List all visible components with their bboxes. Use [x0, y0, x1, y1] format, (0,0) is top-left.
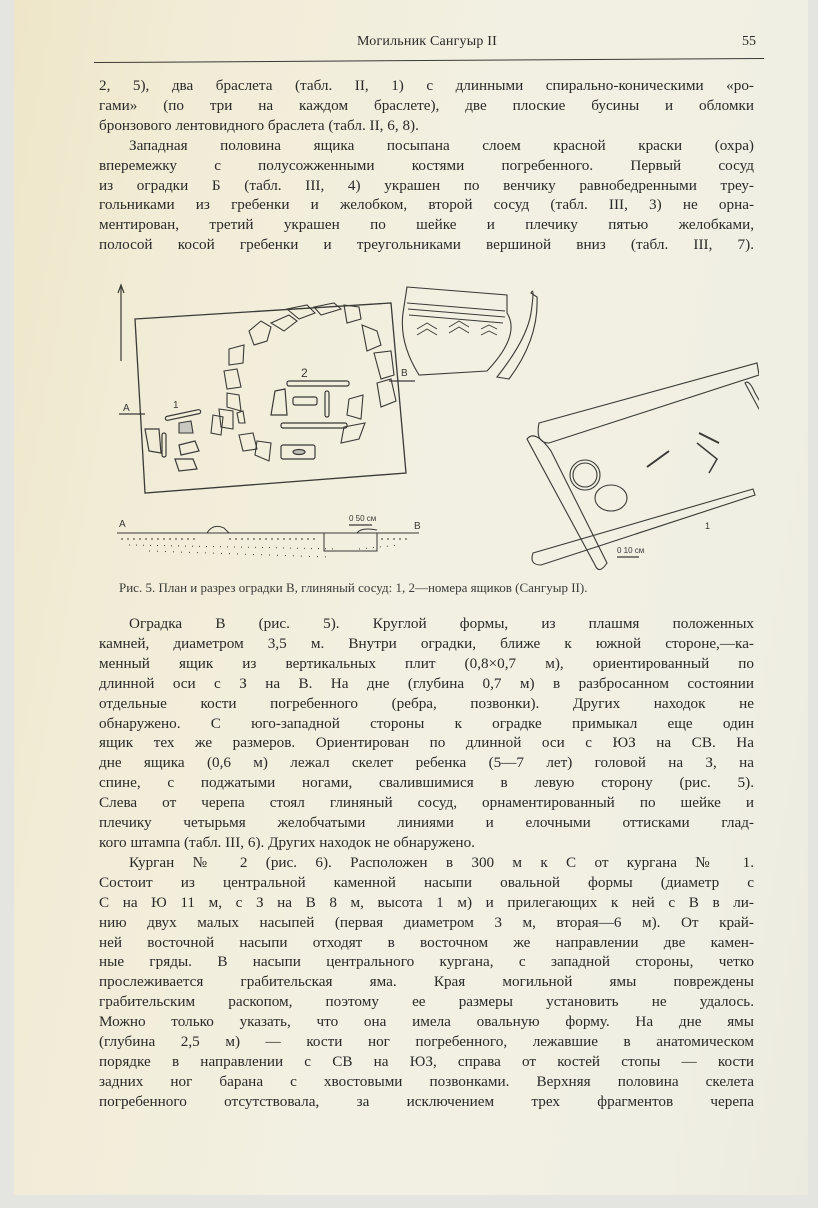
section-profile: [117, 526, 419, 557]
north-arrow-icon: [118, 285, 124, 361]
figure-caption: Рис. 5. План и разрез оградки В, глиняный сосуд: 1, 2—номера ящиков (Сангуыр II).: [119, 580, 588, 595]
text-line: Можно только указать, что она имела овальную форму. На дне ямы: [99, 1013, 754, 1031]
text-line: обнаружено. С юго-западной стороны к оградке примыкал еще один: [99, 714, 754, 732]
text-line: отдельные кости погребенного (ребра, позвонки). Других находок не: [99, 694, 754, 712]
text-line: ней восточной насыпи отходят в восточном же направлении две камен-: [99, 933, 754, 951]
text-line: вперемежку с полусожженными костями погребенного. Первый сосуд: [99, 156, 754, 174]
section-label-a-profile: А: [119, 519, 126, 530]
text-line: погребенного отсутствовала, за исключением трех фрагментов черепа: [99, 1092, 754, 1110]
text-line: полосой косой гребенки и треугольниками вершиной вниз (табл. III, 7).: [99, 236, 754, 254]
clay-vessel: [402, 287, 537, 379]
stone-box-2: [271, 381, 349, 459]
running-head: [94, 34, 760, 54]
section-label-a: А: [123, 403, 130, 414]
text-line: задних ног барана с хвостовыми позвонками. Верхняя половина скелета: [99, 1072, 754, 1090]
stone-box-1: [145, 409, 201, 471]
text-line: камней, диаметром 3,5 м. Внутри оградки, ближе к южной стороне,—ка-: [99, 634, 754, 652]
box-detail-label: 1: [705, 521, 711, 531]
text-line: ментирован, третий украшен по шейке и плечику пятью желобками,: [99, 216, 754, 234]
text-line: из оградки Б (табл. III, 4) украшен по венчику равнобедренными треу-: [99, 176, 754, 194]
text-line: порядке в направлении с СВ на ЮЗ, справа от костей стопы — кости: [99, 1052, 754, 1070]
text-line: Слева от черепа стоял глиняный сосуд, орнаментированный по шейке и: [99, 794, 754, 812]
header-rule: [94, 58, 764, 63]
text-line: гами» (по три на каждом браслете), две плоские бусины и обломки: [99, 96, 754, 114]
page-number: 55: [742, 34, 756, 49]
scale-box-label: 0 10 см: [617, 546, 645, 555]
running-title: Могильник Сангуыр II: [356, 34, 497, 49]
figure-5: [109, 283, 759, 573]
paragraph-kurgan-2: [99, 853, 754, 1112]
paragraph-western-half: [99, 136, 754, 255]
text-line: грабительским раскопом, поэтому ее размеры установить не удалось.: [99, 993, 754, 1011]
text-line: прослеживается грабительская яма. Края могильной ямы повреждены: [99, 973, 754, 991]
text-line: Состоит из центральной каменной насыпи овальной формы (диаметр с: [99, 873, 754, 891]
text-line: гольниками из гребенки и желобком, второй сосуд (табл. III, 3) не орна-: [99, 196, 754, 214]
text-line: нию двух малых насыпей (первая диаметром 3 м, вторая—6 м). От край-: [99, 913, 754, 931]
plan-and-section-drawing: [109, 283, 759, 573]
paragraph-enclosure-v: [99, 614, 754, 853]
scale-plan-label: 0 50 см: [349, 514, 377, 523]
text-line: менный ящик из вертикальных плит (0,8×0,7 м), ориентированный по: [99, 654, 754, 672]
box-label-1: 1: [173, 400, 179, 411]
text-line: (глубина 2,5 м) — кости ног погребенного, лежавшие в анатомическом: [99, 1033, 754, 1051]
text-line: дне ящика (0,6 м) лежал скелет ребенка (5—7 лет) головой на З, на: [99, 754, 754, 772]
text-block-bottom: [99, 614, 754, 1112]
text-line: Западная половина ящика посыпана слоем красной краски (охра): [129, 136, 754, 154]
text-line: кого штампа (табл. III, 6). Других находок не обнаружено.: [99, 833, 475, 851]
text-block-top: [99, 76, 754, 255]
text-line: С на Ю 11 м, с З на В 8 м, высота 1 м) и прилегающих к ней с В в ли-: [99, 893, 754, 911]
text-line: Курган № 2 (рис. 6). Расположен в 300 м к С от кургана № 1.: [129, 853, 754, 871]
paragraph-continuation: [99, 76, 754, 136]
text-line: бронзового лентовидного браслета (табл. II, 6, 8).: [99, 116, 419, 134]
section-label-b-profile: В: [414, 521, 421, 532]
stone-box-detail: [527, 363, 759, 570]
text-line: спине, с поджатыми ногами, свалившимися в левую сторону (рис. 5).: [99, 774, 754, 792]
section-label-b: В: [401, 368, 408, 379]
text-line: Оградка В (рис. 5). Круглой формы, из плашмя положенных: [129, 615, 754, 632]
text-line: ные гряды. В насыпи центрального кургана, с западной стороны, четко: [99, 953, 754, 971]
text-line: плечику четырьмя желобчатыми линиями и елочными оттисками глад-: [99, 814, 754, 832]
text-line: длинной оси с З на В. На дне (глубина 0,7 м) в разбросанном состоянии: [99, 674, 754, 692]
book-page: [14, 0, 808, 1195]
text-line: ящик тех же размеров. Ориентирован по длинной оси с ЮЗ на СВ. На: [99, 734, 754, 752]
text-line: 2, 5), два браслета (табл. II, 1) с длинными спирально-коническими «ро-: [99, 77, 754, 94]
box-label-2: 2: [301, 366, 308, 380]
